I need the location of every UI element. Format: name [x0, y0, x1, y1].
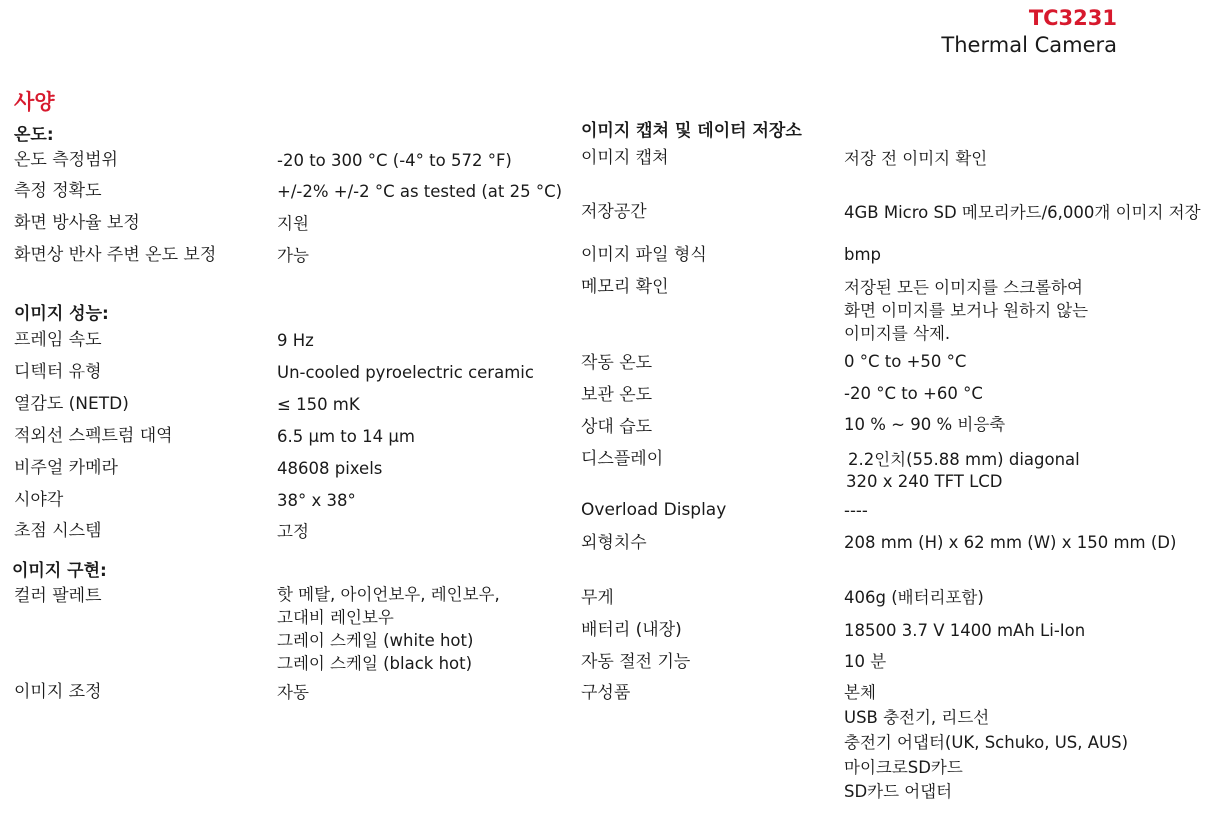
- spec-title: 사양: [14, 90, 55, 114]
- spec-value: 저장 전 이미지 확인: [844, 149, 988, 168]
- spec-value: 10 % ~ 90 % 비응축: [844, 415, 1006, 434]
- spec-value: 이미지를 삭제.: [844, 324, 951, 343]
- spec-value: 10 분: [844, 652, 887, 671]
- spec-label: 배터리 (내장): [581, 620, 682, 640]
- palette-line: 고대비 레인보우: [277, 608, 394, 627]
- spec-label: 이미지 캡쳐: [581, 148, 669, 168]
- palette-line: 그레이 스케일 (black hot): [277, 654, 473, 673]
- spec-value: 320 x 240 TFT LCD: [846, 472, 1003, 491]
- spec-value: 화면 이미지를 보거나 원하지 않는: [844, 301, 1089, 320]
- section-title-presentation: 이미지 구현:: [12, 561, 107, 581]
- spec-label: 디텍터 유형: [14, 362, 102, 382]
- spec-value: 208 mm (H) x 62 mm (W) x 150 mm (D): [844, 533, 1177, 552]
- spec-value: +/-2% +/-2 °C as tested (at 25 °C): [277, 182, 563, 201]
- spec-value: 406g (배터리포함): [844, 588, 984, 607]
- spec-label: 작동 온도: [581, 353, 653, 373]
- spec-value: 2.2인치(55.88 mm) diagonal: [848, 450, 1080, 469]
- spec-value: 고정: [277, 522, 309, 541]
- accessory-line: 본체: [844, 683, 876, 702]
- spec-value: 저장된 모든 이미지를 스크롤하여: [844, 278, 1083, 297]
- spec-value: 9 Hz: [277, 331, 314, 350]
- spec-label: 외형치수: [581, 533, 647, 553]
- spec-label: 비주얼 카메라: [14, 458, 118, 478]
- spec-label: 화면 방사율 보정: [14, 213, 140, 233]
- spec-value: 18500 3.7 V 1400 mAh Li-Ion: [844, 621, 1086, 640]
- model-number: TC3231: [1028, 6, 1117, 30]
- spec-value: Un-cooled pyroelectric ceramic: [277, 363, 534, 382]
- spec-label: 상대 습도: [581, 417, 653, 437]
- spec-value: -20 to 300 °C (-4° to 572 °F): [277, 151, 512, 170]
- accessory-line: 충전기 어댑터(UK, Schuko, US, AUS): [844, 733, 1129, 752]
- accessory-line: SD카드 어댑터: [844, 782, 953, 801]
- spec-label: 적외선 스펙트럼 대역: [14, 426, 173, 446]
- section-title-temperature: 온도:: [14, 125, 54, 145]
- spec-label: 시야각: [14, 490, 64, 510]
- section-title-performance: 이미지 성능:: [14, 304, 109, 324]
- spec-value: 가능: [277, 246, 309, 265]
- spec-value: 48608 pixels: [277, 459, 383, 478]
- spec-value: bmp: [844, 245, 882, 264]
- spec-label: 초점 시스템: [14, 521, 102, 541]
- spec-label: 보관 온도: [581, 385, 653, 405]
- spec-label: 자동 절전 기능: [581, 652, 691, 672]
- spec-value: 0 °C to +50 °C: [844, 352, 967, 371]
- spec-label: 메모리 확인: [581, 277, 669, 297]
- spec-label: 디스플레이: [581, 449, 664, 469]
- spec-label: 측정 정확도: [14, 181, 102, 201]
- spec-label: 구성품: [581, 683, 631, 703]
- spec-label: 저장공간: [581, 202, 647, 222]
- accessory-line: 마이크로SD카드: [844, 758, 963, 777]
- palette-line: 그레이 스케일 (white hot): [277, 631, 474, 650]
- spec-value: -20 °C to +60 °C: [844, 384, 983, 403]
- spec-label: 이미지 조정: [14, 682, 102, 702]
- palette-line: 핫 메탈, 아이언보우, 레인보우,: [277, 585, 500, 604]
- accessory-line: USB 충전기, 리드선: [844, 708, 990, 727]
- spec-value: 자동: [277, 683, 309, 702]
- spec-label: 프레임 속도: [14, 330, 102, 350]
- spec-label: 컬러 팔레트: [14, 586, 102, 606]
- spec-value: 6.5 µm to 14 µm: [277, 427, 415, 446]
- spec-label: 온도 측정범위: [14, 150, 118, 170]
- spec-label: 무게: [581, 588, 614, 608]
- product-name: Thermal Camera: [941, 33, 1117, 57]
- spec-label: 이미지 파일 형식: [581, 245, 707, 265]
- spec-label: 화면상 반사 주변 온도 보정: [14, 245, 217, 265]
- spec-label: 열감도 (NETD): [14, 394, 129, 414]
- spec-value: ≤ 150 mK: [277, 395, 360, 414]
- spec-value: 지원: [277, 214, 309, 233]
- section-title-storage: 이미지 캡쳐 및 데이터 저장소: [581, 121, 802, 141]
- spec-value: ----: [844, 501, 868, 520]
- spec-value: 38° x 38°: [277, 491, 356, 510]
- spec-value: 4GB Micro SD 메모리카드/6,000개 이미지 저장: [844, 203, 1201, 222]
- spec-label: Overload Display: [581, 500, 727, 520]
